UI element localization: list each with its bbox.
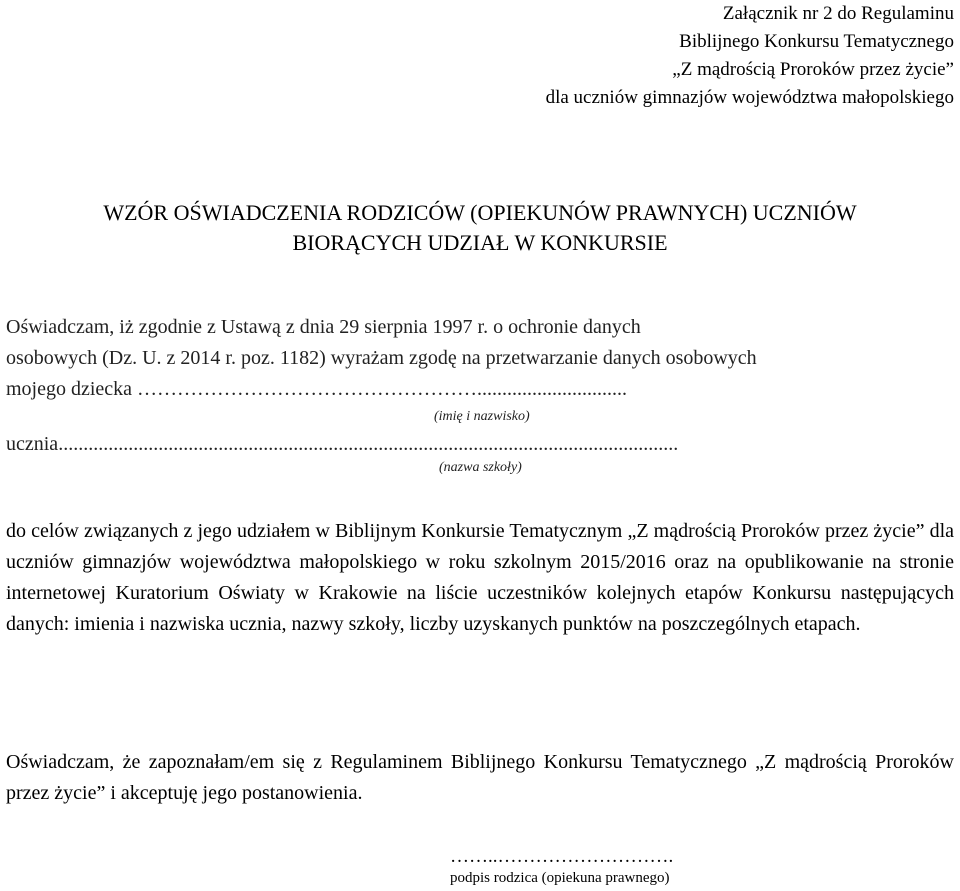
consent-line-1: Oświadczam, iż zgodnie z Ustawą z dnia 29 sierpnia 1997 r. o ochronie danych — [6, 316, 641, 338]
header-line-1: Załącznik nr 2 do Regulaminu — [722, 3, 954, 24]
annex-header — [504, 0, 954, 112]
signature-line: ……..………………………. — [450, 846, 674, 867]
title-line-1: WZÓR OŚWIADCZENIA RODZICÓW (OPIEKUNÓW PRAWNYCH) UCZNIÓW — [103, 200, 857, 225]
header-line-2: Biblijnego Konkursu Tematycznego — [679, 31, 954, 52]
declaration-purpose: do celów związanych z jego udziałem w Biblijnym Konkursie Tematycznym „Z mądrością Proroków przez życie” dla uczniów gimnazjów województwa małopolskiego w roku szkolnym 2015/2016 oraz na opublikowanie na stronie internetowej Kuratorium Oświaty w Krakowie na liście uczestników kolejnych etapów Konkursu następujących danych: imienia i nazwiska ucznia, nazwy szkoły, liczby uzyskanych punktów na poszczególnych etapach. — [6, 520, 954, 635]
header-line-4: dla uczniów gimnazjów województwa małopolskiego — [545, 87, 954, 108]
declaration-consent — [6, 312, 954, 484]
hint-school-name: (nazwa szkoły) — [439, 460, 522, 475]
consent-line-3: mojego dziecka …………………………………………….............................. — [6, 378, 628, 400]
consent-line-2: osobowych (Dz. U. z 2014 r. poz. 1182) wyrażam zgodę na przetwarzanie danych osobowych — [6, 347, 757, 369]
title-line-2: BIORĄCYCH UDZIAŁ W KONKURSIE — [292, 230, 668, 255]
consent-line-4: ucznia............................................................................................................................ — [6, 433, 679, 455]
declaration-rules: Oświadczam, że zapoznałam/em się z Regulaminem Biblijnego Konkursu Tematycznego „Z mądrością Proroków przez życie” i akceptuję jego postanowienia. — [6, 751, 954, 804]
header-line-3: „Z mądrością Proroków przez życie” — [672, 59, 954, 80]
signature-label: podpis rodzica (opiekuna prawnego) — [450, 870, 670, 886]
document-title — [0, 198, 960, 258]
hint-student-name: (imię i nazwisko) — [434, 409, 530, 424]
